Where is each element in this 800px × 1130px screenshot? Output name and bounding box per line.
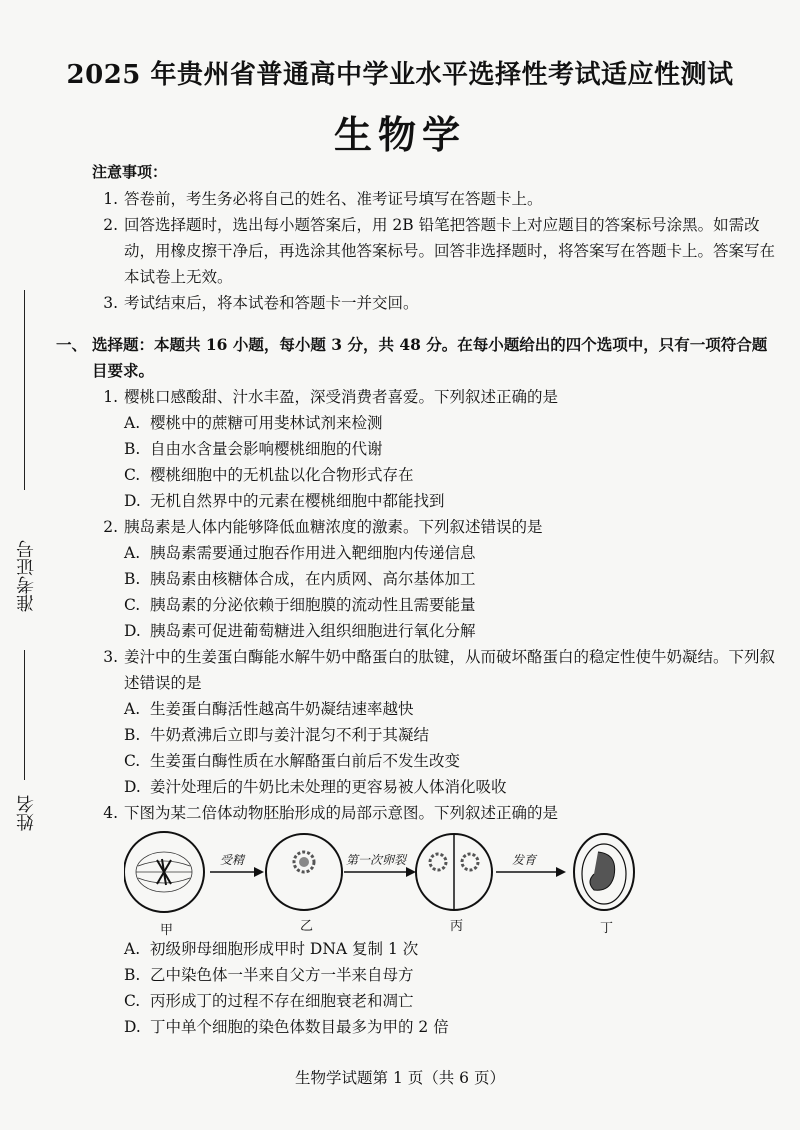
option xyxy=(124,748,778,774)
option-text: 自由水含量会影响樱桃细胞的代谢 xyxy=(150,440,383,458)
option-text: 胰岛素由核糖体合成，在内质网、高尔基体加工 xyxy=(150,570,476,588)
question-text: 樱桃口感酸甜、汁水丰盈，深受消费者喜爱。下列叙述正确的是 xyxy=(124,388,559,406)
label-ding: 丁 xyxy=(600,921,614,936)
section-heading xyxy=(56,332,778,384)
option-key: C. xyxy=(124,596,141,614)
option-key: A. xyxy=(124,700,141,718)
notice-text: 考试结束后，将本试卷和答题卡一并交回。 xyxy=(124,294,419,312)
option-text: 胰岛素的分泌依赖于细胞膜的流动性且需要能量 xyxy=(150,596,476,614)
option-key: D. xyxy=(124,622,141,640)
notice-text: 回答选择题时，选出每小题答案后，用 2B 铅笔把答题卡上对应题目的答案标号涂黑。如需改动，用橡皮擦干净后，再选涂其他答案标号。回答非选择题时，将答案写在答题卡上。答案写在本试卷上无效。 xyxy=(124,216,776,286)
option-key: A. xyxy=(124,940,141,958)
option xyxy=(124,936,778,962)
option-key: D. xyxy=(124,492,141,510)
option xyxy=(124,774,778,800)
notice-num: 2. xyxy=(103,216,118,234)
cell-yi xyxy=(266,834,342,910)
arrow-label-fertilization: 受精 xyxy=(220,853,245,867)
option-text: 牛奶煮沸后立即与姜汁混匀不利于其凝结 xyxy=(150,726,430,744)
option-text: 樱桃细胞中的无机盐以化合物形式存在 xyxy=(150,466,414,484)
notice-item xyxy=(78,290,778,316)
option xyxy=(124,410,778,436)
label-bing: 丙 xyxy=(450,919,464,934)
option xyxy=(124,592,778,618)
notice-num: 3. xyxy=(103,294,118,312)
option-text: 姜汁处理后的牛奶比未处理的更容易被人体消化吸收 xyxy=(150,778,507,796)
arrowhead-icon xyxy=(556,867,566,877)
option-key: A. xyxy=(124,414,141,432)
embryo-diagram xyxy=(124,826,778,936)
question-stem xyxy=(78,514,778,540)
option-text: 生姜蛋白酶活性越高牛奶凝结速率越快 xyxy=(150,700,414,718)
exam-id-label: 准考证号 xyxy=(16,540,37,612)
exam-id-line xyxy=(24,290,25,490)
embryo-diagram-svg xyxy=(124,826,684,938)
name-label: 姓名 xyxy=(16,795,37,831)
option xyxy=(124,462,778,488)
option xyxy=(124,436,778,462)
subject-title: 生物学 xyxy=(333,112,466,157)
label-yi: 乙 xyxy=(300,919,314,934)
option-key: D. xyxy=(124,778,141,796)
option-text: 丁中单个细胞的染色体数目最多为甲的 2 倍 xyxy=(150,1018,449,1036)
option-key: B. xyxy=(124,726,141,744)
page-footer: 生物学试题第 1 页（共 6 页） xyxy=(295,1069,505,1087)
exam-content xyxy=(56,160,778,1040)
question-number: 2. xyxy=(103,518,118,536)
arrow-label-cleavage: 第一次卵裂 xyxy=(346,853,407,867)
notice-num: 1. xyxy=(103,190,118,208)
arrowhead-icon xyxy=(406,867,416,877)
option-text: 丙形成丁的过程不存在细胞衰老和凋亡 xyxy=(150,992,414,1010)
option-text: 樱桃中的蔗糖可用斐林试剂来检测 xyxy=(150,414,383,432)
option-text: 乙中染色体一半来自父方一半来自母方 xyxy=(150,966,414,984)
question-number: 4. xyxy=(103,804,118,822)
option-key: B. xyxy=(124,440,141,458)
arrow-label-development: 发育 xyxy=(512,853,537,867)
option-key: C. xyxy=(124,752,141,770)
option xyxy=(124,962,778,988)
option-key: B. xyxy=(124,966,141,984)
binding-margin xyxy=(6,290,46,850)
option xyxy=(124,1014,778,1040)
option-key: C. xyxy=(124,992,141,1010)
question-text: 胰岛素是人体内能够降低血糖浓度的激素。下列叙述错误的是 xyxy=(124,518,543,536)
question-text: 下图为某二倍体动物胚胎形成的局部示意图。下列叙述正确的是 xyxy=(124,804,559,822)
option-text: 生姜蛋白酶性质在水解酪蛋白前后不发生改变 xyxy=(150,752,461,770)
option xyxy=(124,722,778,748)
label-jia: 甲 xyxy=(160,923,174,938)
option-key: B. xyxy=(124,570,141,588)
option-text: 胰岛素需要通过胞吞作用进入靶细胞内传递信息 xyxy=(150,544,476,562)
option xyxy=(124,618,778,644)
option xyxy=(124,988,778,1014)
option xyxy=(124,488,778,514)
question-stem xyxy=(78,384,778,410)
arrowhead-icon xyxy=(254,867,264,877)
notice-heading: 注意事项： xyxy=(92,163,168,181)
option-key: C. xyxy=(124,466,141,484)
notice-item xyxy=(78,186,778,212)
option-text: 无机自然界中的元素在樱桃细胞中都能找到 xyxy=(150,492,445,510)
name-line xyxy=(24,650,25,780)
question-text: 姜汁中的生姜蛋白酶能水解牛奶中酪蛋白的肽键，从而破坏酪蛋白的稳定性使牛奶凝结。下列叙述错误的是 xyxy=(124,648,776,692)
section-text: 选择题：本题共 16 小题，每小题 3 分，共 48 分。在每小题给出的四个选项中，只有一项符合题目要求。 xyxy=(92,335,768,380)
section-number: 一、 xyxy=(56,335,88,354)
option-text: 初级卵母细胞形成甲时 DNA 复制 1 次 xyxy=(150,940,419,958)
option-key: A. xyxy=(124,544,141,562)
cell-bing xyxy=(416,834,492,910)
option-key: D. xyxy=(124,1018,141,1036)
question-number: 1. xyxy=(103,388,118,406)
notice-text: 答卷前，考生务必将自己的姓名、准考证号填写在答题卡上。 xyxy=(124,190,543,208)
question-number: 3. xyxy=(103,648,118,666)
exam-title: 2025 年贵州省普通高中学业水平选择性考试适应性测试 xyxy=(66,60,734,90)
option xyxy=(124,540,778,566)
notice-item xyxy=(78,212,778,290)
option-text: 胰岛素可促进葡萄糖进入组织细胞进行氧化分解 xyxy=(150,622,476,640)
option xyxy=(124,696,778,722)
cell-ding xyxy=(574,834,634,910)
question-stem xyxy=(78,800,778,826)
question-stem xyxy=(78,644,778,696)
cell-jia xyxy=(124,832,204,912)
option xyxy=(124,566,778,592)
